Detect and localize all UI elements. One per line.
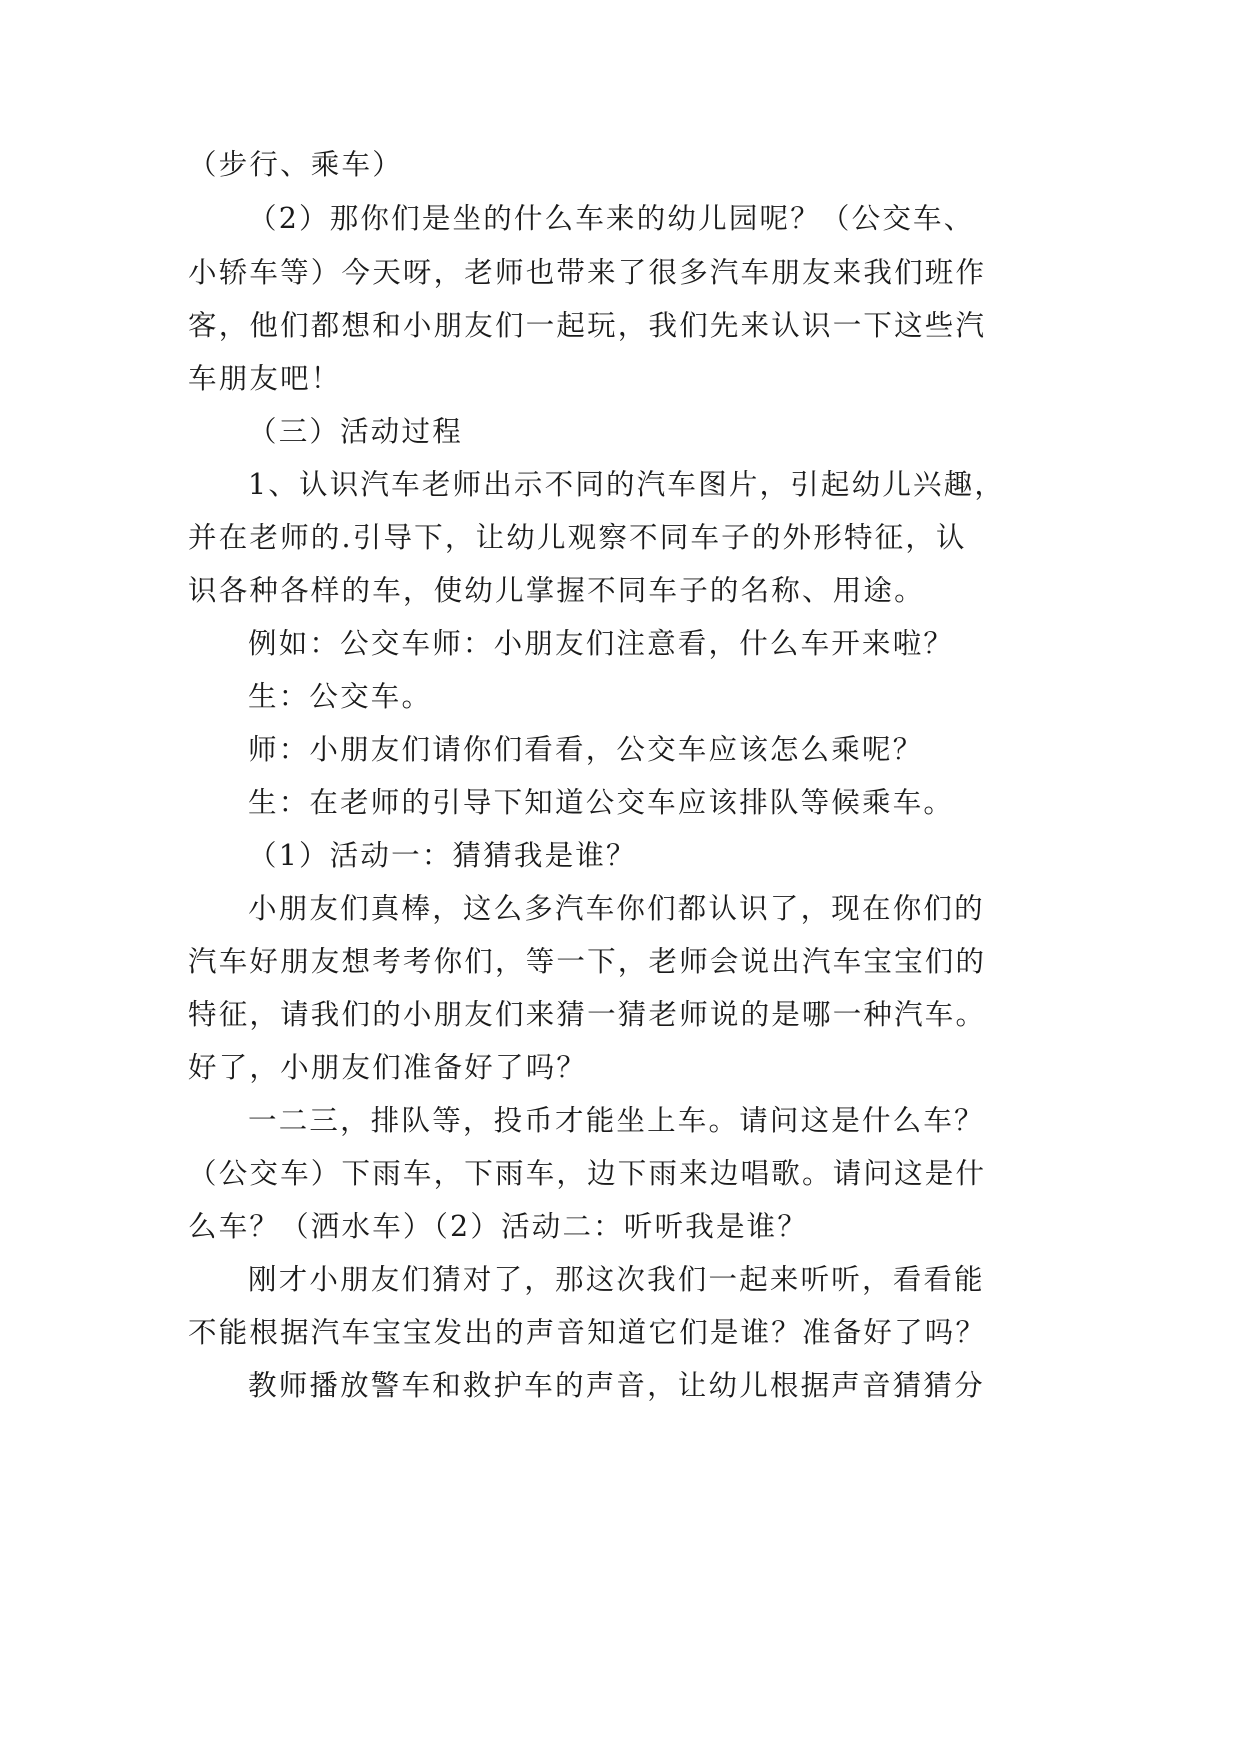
text-line-4: 客，他们都想和小朋友们一起玩，我们先来认识一下这些汽 [188, 309, 987, 342]
text-line-11: 生：公交车。 [248, 680, 433, 713]
activity-one-heading: （1）活动一：猜猜我是谁？ [248, 839, 637, 872]
text-line-3: 小轿车等）今天呀，老师也带来了很多汽车朋友来我们班作 [188, 256, 987, 289]
text-line-21: 么车？（洒水车）（2）活动二：听听我是谁？ [188, 1210, 809, 1243]
text-line-15: 小朋友们真棒，这么多汽车你们都认识了，现在你们的 [248, 892, 985, 925]
text-line-24: 教师播放警车和救护车的声音，让幼儿根据声音猜猜分 [248, 1369, 985, 1402]
text-line-9: 识各种各样的车，使幼儿掌握不同车子的名称、用途。 [188, 574, 925, 607]
text-line-22: 刚才小朋友们猜对了，那这次我们一起来听听，看看能 [248, 1263, 985, 1296]
text-line-16: 汽车好朋友想考考你们，等一下，老师会说出汽车宝宝们的 [188, 945, 987, 978]
text-line-19: 一二三，排队等，投币才能坐上车。请问这是什么车？ [248, 1104, 985, 1137]
text-line-12: 师：小朋友们请你们看看，公交车应该怎么乘呢？ [248, 733, 924, 766]
text-line-5: 车朋友吧！ [188, 362, 342, 395]
text-line-13: 生：在老师的引导下知道公交车应该排队等候乘车。 [248, 786, 955, 819]
text-line-10: 例如：公交车师：小朋友们注意看，什么车开来啦？ [248, 627, 955, 660]
text-line-18: 好了，小朋友们准备好了吗？ [188, 1051, 588, 1084]
text-line-20: （公交车）下雨车，下雨车，边下雨来边唱歌。请问这是什 [188, 1157, 987, 1190]
text-line-2: （2）那你们是坐的什么车来的幼儿园呢？（公交车、 [248, 202, 975, 235]
text-line-17: 特征，请我们的小朋友们来猜一猜老师说的是哪一种汽车。 [188, 998, 987, 1031]
text-line-8: 并在老师的.引导下，让幼儿观察不同车子的外形特征，认 [188, 521, 967, 554]
text-line-7: 1、认识汽车老师出示不同的汽车图片，引起幼儿兴趣， [248, 468, 1006, 501]
text-line-1: （步行、乘车） [188, 148, 403, 181]
text-line-23: 不能根据汽车宝宝发出的声音知道它们是谁？准备好了吗？ [188, 1316, 987, 1349]
section-heading: （三）活动过程 [248, 415, 463, 448]
